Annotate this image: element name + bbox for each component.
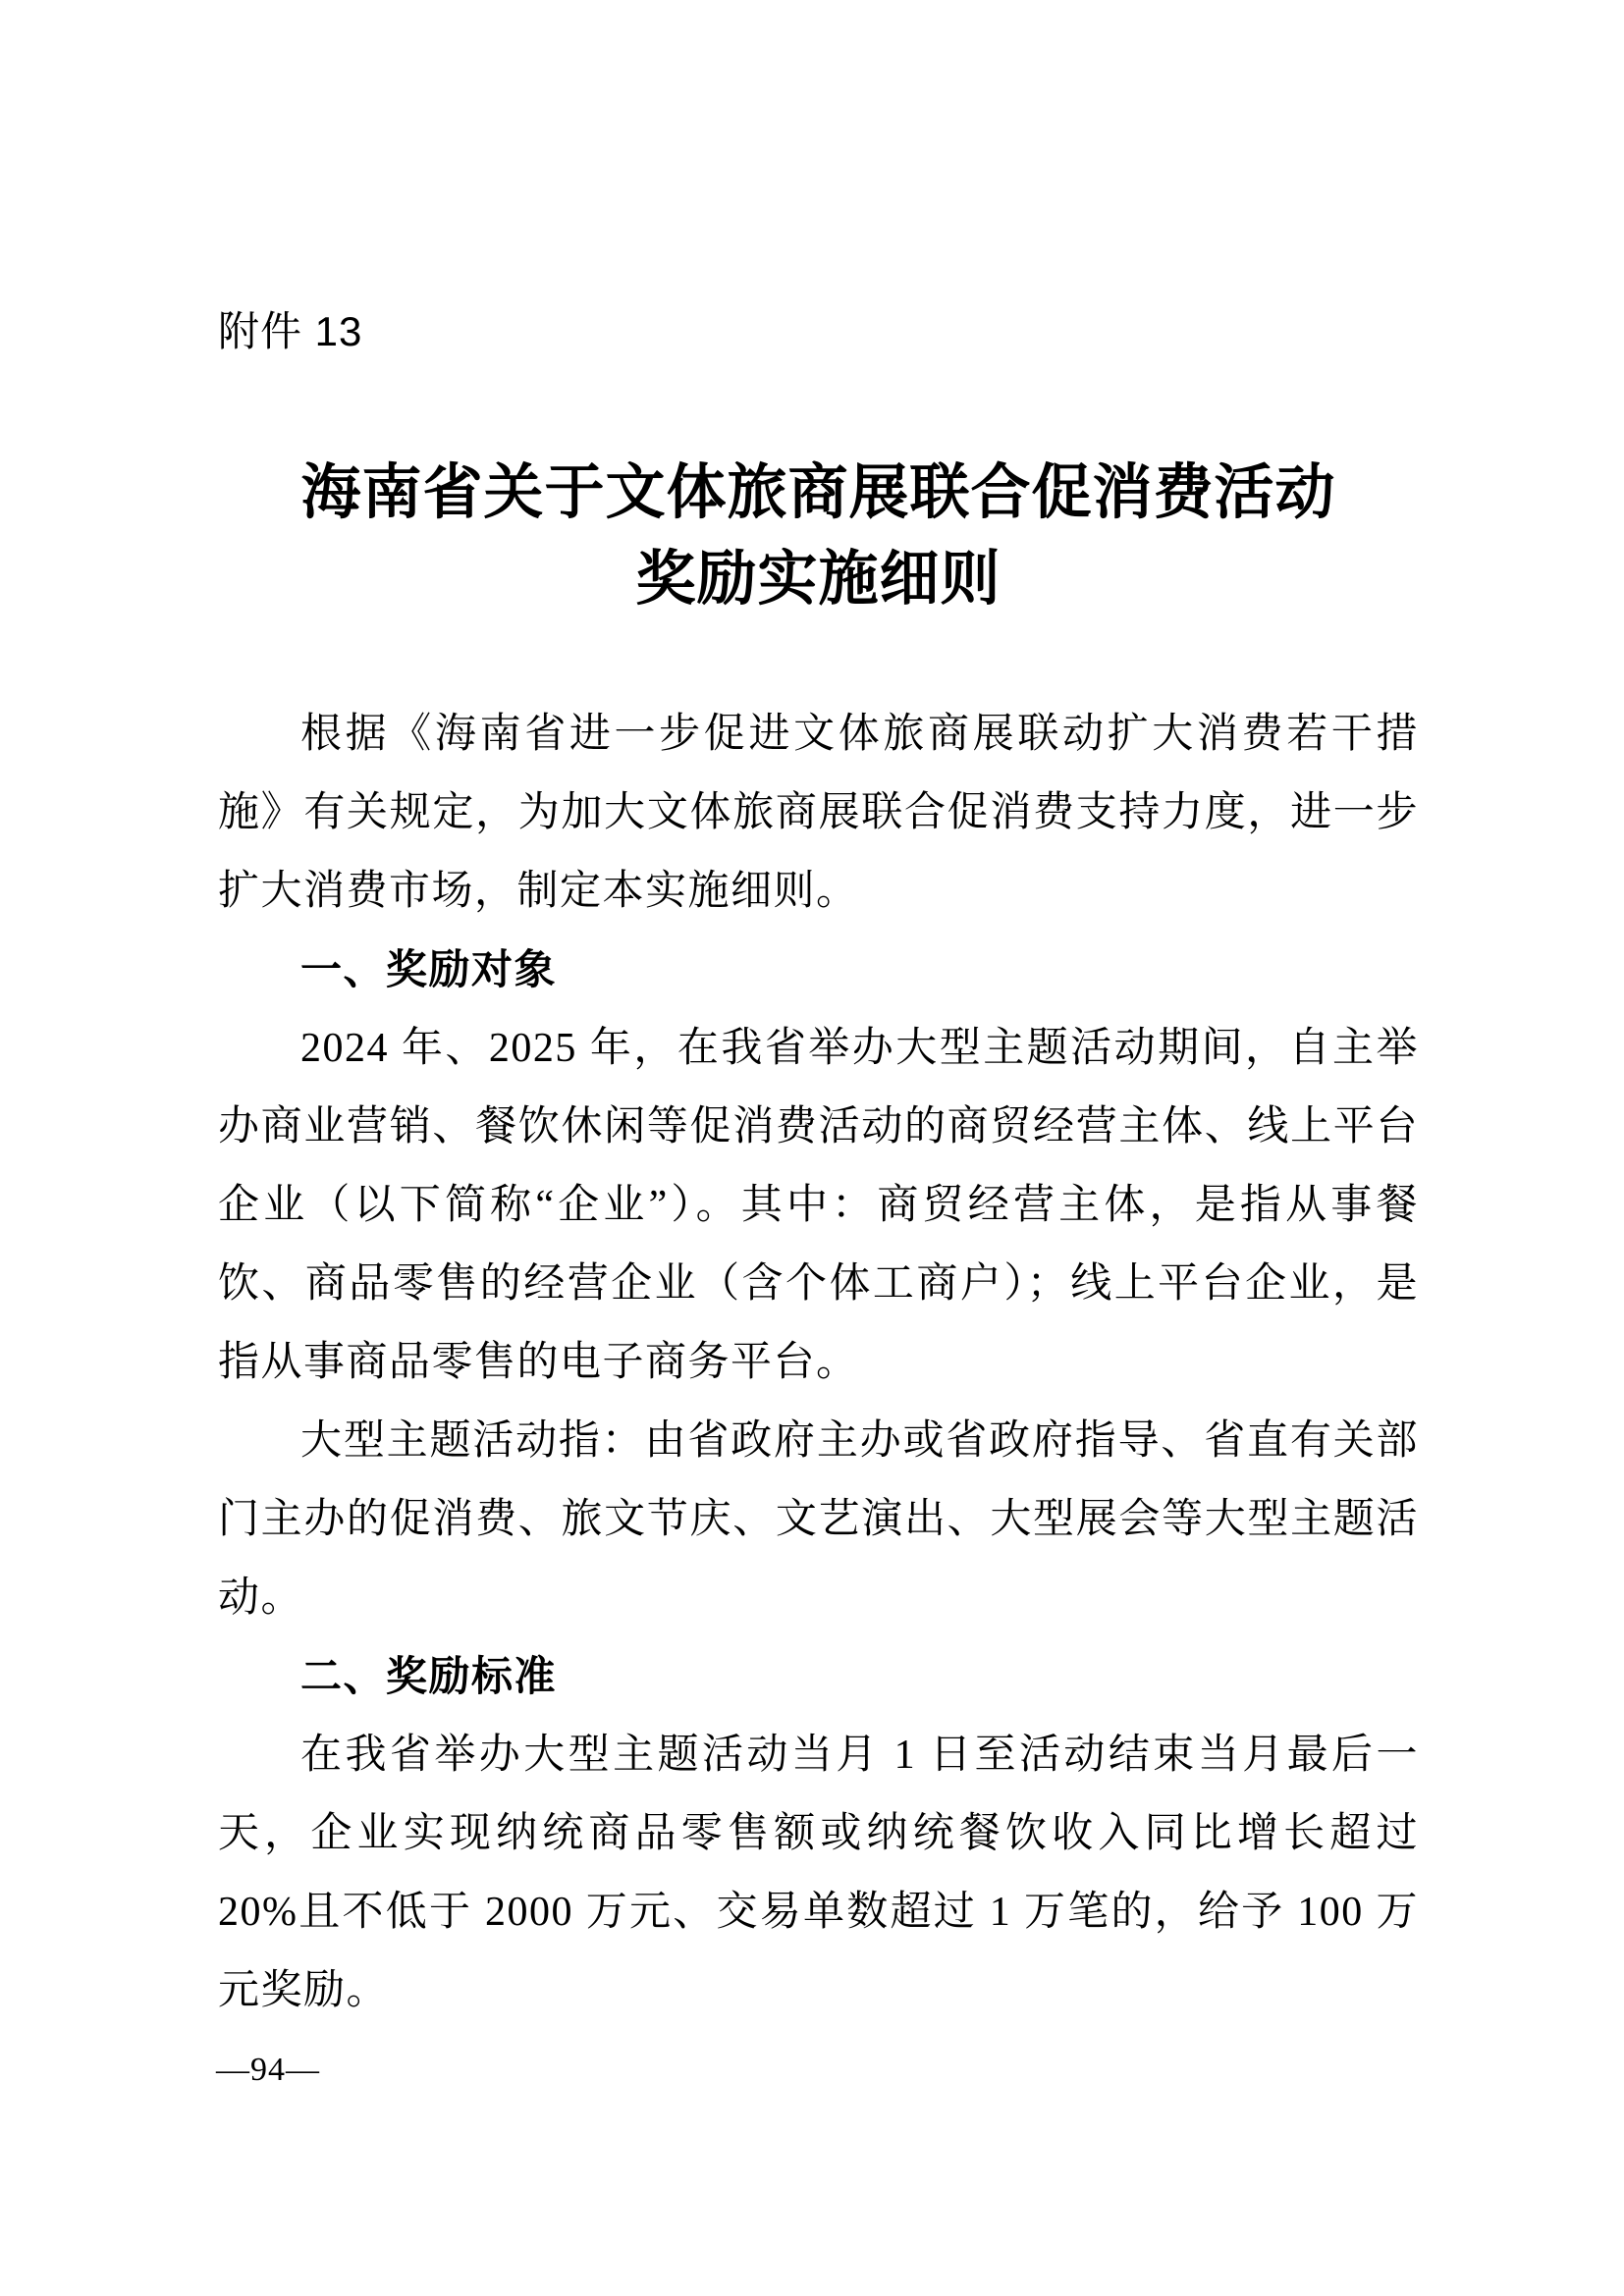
document-title xyxy=(218,451,1419,623)
page-number: —94— xyxy=(216,2052,320,2088)
attachment-label: 附件 13 xyxy=(218,308,363,354)
document-title-line-2: 奖励实施细则 xyxy=(635,547,1001,613)
paragraph-reward-targets: 2024 年、2025 年，在我省举办大型主题活动期间，自主举办商业营销、餐饮休闲等促消费活动的商贸经营主体、线上平台企业（以下简称“企业”）。其中：商贸经营主体，是指从事餐饮、商品零售的经营企业（含个体工商户）；线上平台企业，是指从事商品零售的电子商务平台。 xyxy=(218,1026,1419,1385)
paragraph-basis: 根据《海南省进一步促进文体旅商展联动扩大消费若干措施》有关规定，为加大文体旅商展联合促消费支持力度，进一步扩大消费市场，制定本实施细则。 xyxy=(218,712,1419,914)
document-title-line-1: 海南省关于文体旅商展联合促消费活动 xyxy=(300,460,1336,526)
section-heading-reward-targets: 一、奖励对象 xyxy=(300,946,558,992)
paragraph-reward-standards: 在我省举办大型主题活动当月 1 日至活动结束当月最后一天，企业实现纳统商品零售额或纳统餐饮收入同比增长超过 20%且不低于 2000 万元、交易单数超过 1 万笔的，给予 100 万元奖励。 xyxy=(218,1733,1419,2013)
section-heading-reward-standards: 二、奖励标准 xyxy=(300,1653,558,1699)
paragraph-large-theme-activities: 大型主题活动指：由省政府主办或省政府指导、省直有关部门主办的促消费、旅文节庆、文艺演出、大型展会等大型主题活动。 xyxy=(218,1418,1419,1621)
document-body xyxy=(218,695,1419,2030)
